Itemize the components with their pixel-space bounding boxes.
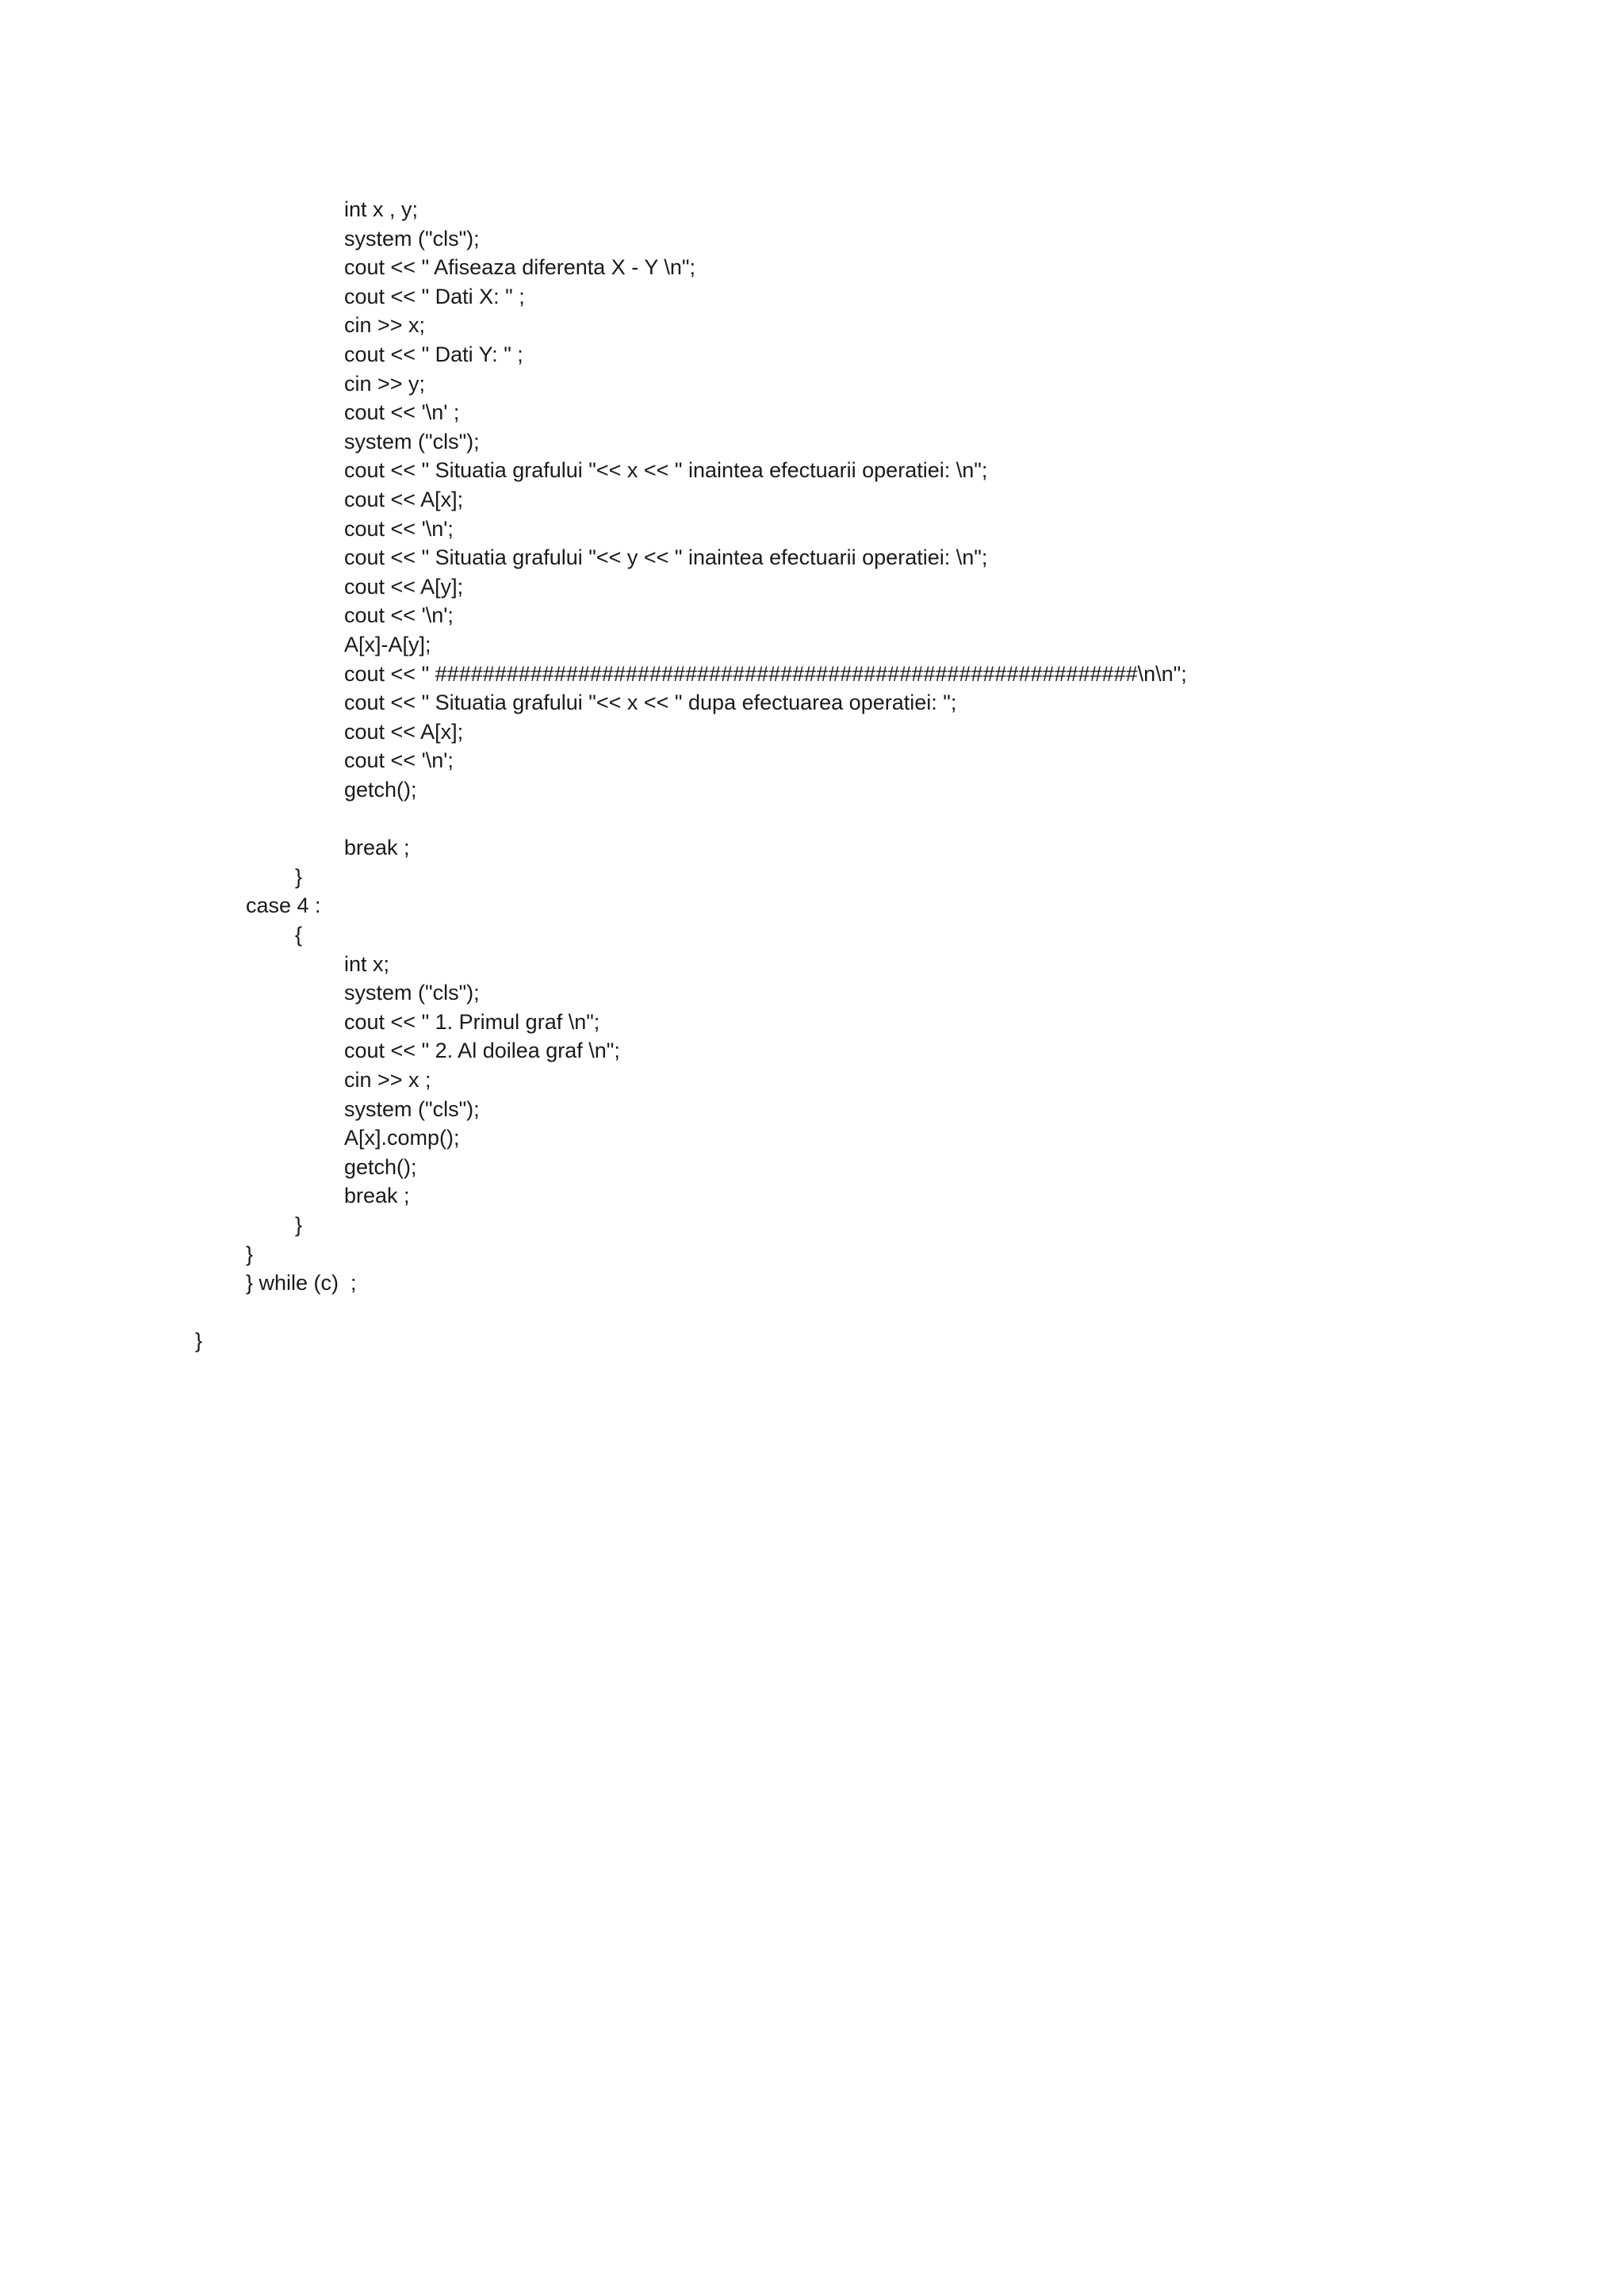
- code-line: A[x].comp();: [344, 1126, 460, 1150]
- code-line: cout << " Situatia grafului "<< y << " inaintea efectuarii operatiei: \n";: [344, 545, 988, 569]
- code-line: break ;: [344, 836, 410, 859]
- code-line: cout << '\n' ;: [344, 400, 460, 424]
- code-line: cout << '\n';: [344, 603, 454, 627]
- code-line: int x , y;: [344, 197, 419, 221]
- code-line: break ;: [344, 1184, 410, 1207]
- code-line: }: [295, 1213, 303, 1237]
- code-line: cout << " Dati X: " ;: [344, 285, 525, 308]
- code-line: A[x]-A[y];: [344, 633, 431, 656]
- code-line: }: [295, 865, 303, 889]
- code-line: cin >> y;: [344, 372, 426, 396]
- code-line: cout << A[x];: [344, 488, 464, 511]
- code-line: cout << A[y];: [344, 575, 464, 599]
- code-line: }: [195, 1329, 203, 1353]
- code-line: cout << " 1. Primul graf \n";: [344, 1010, 600, 1034]
- code-line: int x;: [344, 952, 390, 976]
- code-line: cout << " Afiseaza diferenta X - Y \n";: [344, 255, 695, 279]
- code-line: getch();: [344, 778, 417, 802]
- code-line: system ("cls");: [344, 430, 480, 453]
- code-line: cout << '\n';: [344, 748, 454, 772]
- code-line: cout << '\n';: [344, 517, 454, 541]
- code-line: system ("cls");: [344, 227, 480, 251]
- code-line: getch();: [344, 1155, 417, 1179]
- code-line: cout << A[x];: [344, 720, 464, 744]
- code-line: }: [246, 1242, 254, 1266]
- code-line: cout << " Dati Y: " ;: [344, 342, 523, 366]
- code-line: system ("cls");: [344, 1097, 480, 1121]
- code-line: cout << " Situatia grafului "<< x << " dupa efectuarea operatiei: ";: [344, 691, 957, 714]
- code-line: system ("cls");: [344, 981, 480, 1004]
- code-line: } while (c) ;: [246, 1271, 357, 1295]
- code-line: case 4 :: [246, 894, 321, 917]
- code-line: cout << " Situatia grafului "<< x << " inaintea efectuarii operatiei: \n";: [344, 458, 988, 482]
- code-line: cin >> x ;: [344, 1068, 431, 1092]
- code-line: cout << " 2. Al doilea graf \n";: [344, 1039, 620, 1062]
- code-line: cout << " ###########################################################\n\n";: [344, 662, 1187, 686]
- code-line: {: [295, 923, 303, 947]
- code-line: cin >> x;: [344, 313, 426, 337]
